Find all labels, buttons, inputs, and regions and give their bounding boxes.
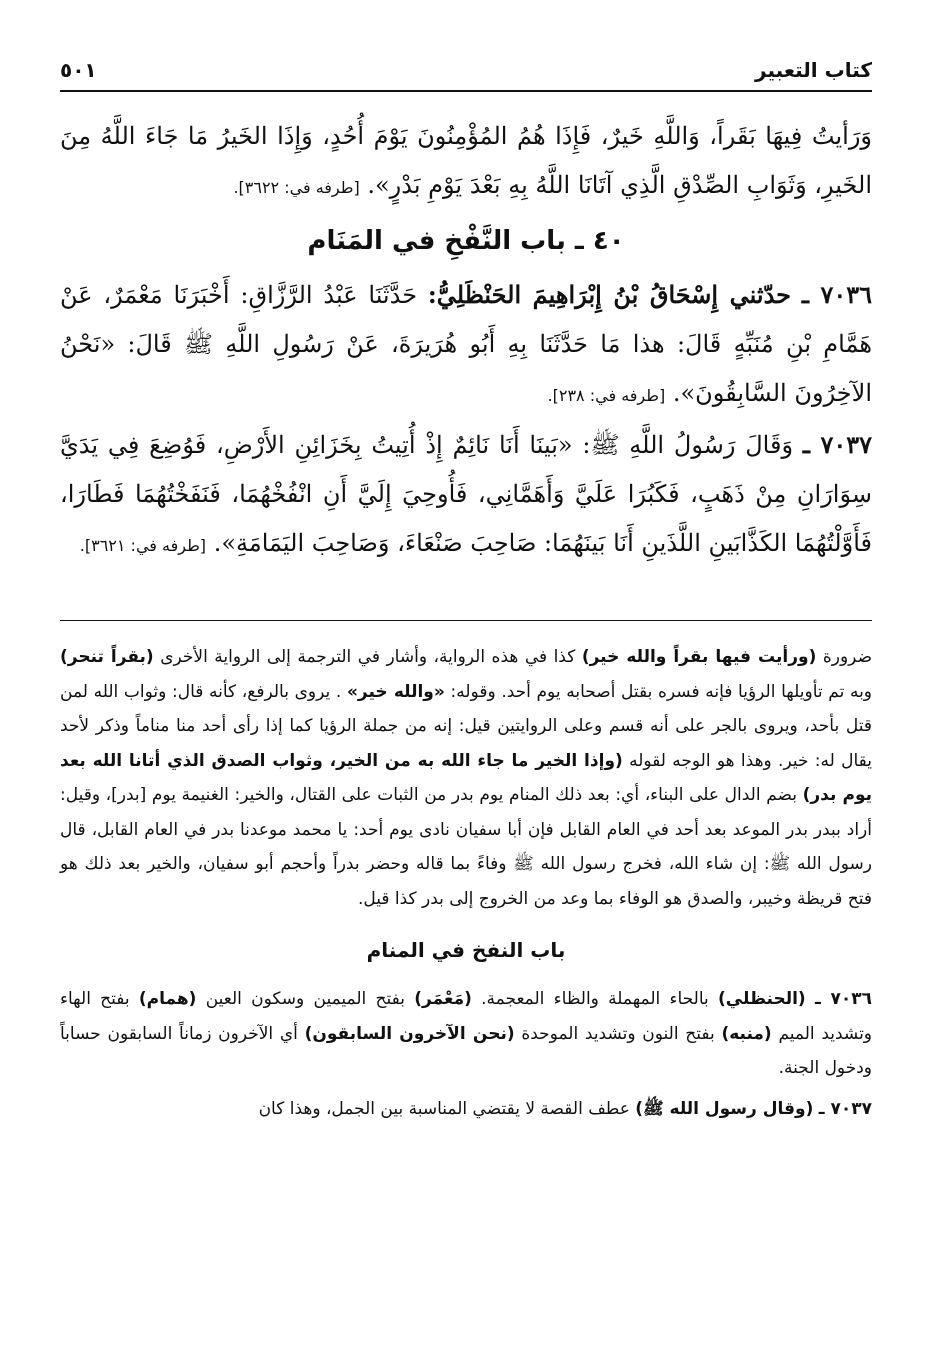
page-header — [60, 50, 872, 92]
commentary-number: ٧٠٣٦ ـ — [814, 989, 873, 1009]
commentary-quote: «والله خير» — [346, 681, 445, 702]
commentary-paragraph-1 — [60, 640, 872, 916]
hadith-text — [60, 112, 872, 570]
commentary-quote: (همام) — [138, 989, 197, 1009]
commentary-paragraph-3 — [60, 1092, 872, 1127]
commentary-text: عطف القصة لا يقتضي المناسبة بين الجمل، وهذا كان — [258, 1098, 630, 1119]
commentary-quote: (وإذا الخير ما جاء الله به من الخير، وثواب الصدق الذي أتانا الله بعد يوم بدر) — [60, 750, 873, 805]
hadith-number: ٧٠٣٧ ـ — [802, 430, 872, 459]
commentary-text: وبه تم تأويلها الرؤيا فإنه فسره بقتل أصحابه يوم أحد. وقوله: — [450, 681, 873, 702]
intro-paragraph — [60, 112, 872, 212]
commentary-quote: (بقراً تنحر) — [60, 647, 154, 667]
commentary-quote: (مَعْمَر) — [414, 989, 472, 1009]
hadith-body: وَقَالَ رَسُولُ اللَّهِ ﷺ: «بَينَا أَنَا نَائِمٌ إِذْ أُتِيتُ بِخَزَائِنِ الأَرْضِ، فَوُضِعَ فِي يَدَيَّ سِوَارَانِ مِنْ ذَهَبٍ، فَكَبُرَا عَلَيَّ وَأَهَمَّانِي، فَأُوحِيَ إِلَيَّ أَنِ انْفُخْهُمَا، فَنَفَخْتُهُمَا فَطَارَا، فَأَوَّلْتُهُمَا الكَذَّابَينِ اللَّذَينِ أَنَا بَينَهُمَا: صَاحِبَ صَنْعَاءَ، وَصَاحِبَ اليَمَامَةِ». — [60, 431, 872, 557]
commentary-text: بفتح النون وتشديد الموحدة — [521, 1023, 715, 1044]
intro-text: وَرَأيتُ فِيهَا بَقَراً، وَاللَّهِ خَيرٌ، فَإِذَا هُمُ المُؤْمِنُونَ يَوْمَ أُحُدٍ، وَإِذَا الخَيرُ مَا جَاءَ اللَّهُ مِنَ الخَيرِ، وَثَوَابِ الصِّدْقِ الَّذِي آتَانَا اللَّهُ بِهِ بَعْدَ يَوْمِ بَدْرٍ». — [60, 122, 872, 199]
commentary-text: بفتح الميمين وسكون العين — [205, 989, 405, 1009]
hadith-7036 — [60, 270, 872, 420]
commentary-quote: (الحنظلي) — [718, 989, 806, 1009]
commentary-text: ضرورة — [822, 647, 872, 667]
commentary-quote: (وقال رسول الله ﷺ) — [635, 1098, 814, 1119]
commentary-text: أي الآخرون زماناً السابقون حساباً ودخول الجنة. — [60, 1023, 872, 1078]
intro-reference: [طرفه في: ٣٦٢٢]. — [233, 178, 360, 197]
hadith-7037 — [60, 420, 872, 570]
commentary-text: . يروى بالرفع، كأنه قال: وثواب الله لمن قتل بأحد، ويروى بالجر على أنه قسم وعلى الروايتين قيل: إنه من جملة الرؤيا كما إذا رأى أحد منا مناماً وذكر لأحد يقال له: خير. وهذا هو الوجه لقوله — [60, 681, 872, 771]
book-title: كتاب التعبير — [755, 58, 872, 82]
commentary-number: ٧٠٣٧ ـ — [818, 1098, 872, 1119]
commentary-quote: (نحن الآخرون السابقون) — [304, 1023, 515, 1044]
hadith-number: ٧٠٣٦ ـ — [801, 280, 872, 309]
commentary-quote: (منبه) — [721, 1023, 772, 1044]
commentary-paragraph-2 — [60, 982, 872, 1086]
commentary-quote: (ورأيت فيها بقراً والله خير) — [581, 647, 817, 667]
hadith-sanad: حدّثني إِسْحَاقُ بْنُ إِبْرَاهِيمَ الحَنْظَلِيُّ: — [427, 280, 791, 309]
chapter-heading: ٤٠ ـ باب النَّفْخِ في المَنَام — [307, 226, 625, 256]
commentary-text: بضم الدال على البناء، أي: بعد ذلك المنام يوم بدر من الثبات على القتال، والخير: الغنيمة يوم [بدر]، وقيل: أراد ببدر بدر الموعد بعد أحد في العام القابل فإن أبا سفيان نادى يوم أحد: يا محمد موعدنا بدر في العام القابل، قال رسول الله ﷺ: إن شاء الله، فخرج رسول الله ﷺ وفاءً بما قاله وحضر بدراً وأحجم أبو سفيان، والخير بعد ذلك هو فتح قريظة وخيبر، والصدق هو الوفاء بما وعد من الخروج إلى بدر كذا قيل. — [60, 785, 872, 909]
commentary — [60, 640, 872, 1126]
footnote-divider — [60, 620, 872, 621]
commentary-text: بالحاء المهملة والظاء المعجمة. — [481, 989, 709, 1009]
commentary-heading: باب النفخ في المنام — [366, 938, 566, 962]
hadith-reference: [طرفه في: ٢٣٨]. — [547, 386, 666, 405]
page-number: ٥٠١ — [60, 58, 97, 82]
commentary-text: كذا في هذه الرواية، وأشار في الترجمة إلى الرواية الأخرى — [160, 647, 576, 667]
hadith-reference: [طرفه في: ٣٦٢١]. — [79, 536, 207, 555]
commentary-text: بفتح الهاء وتشديد الميم — [60, 989, 873, 1044]
hadith-body: حَدَّثَنَا عَبْدُ الرَّزَّاقِ: أَخْبَرَنَا مَعْمَرٌ، عَنْ هَمَّامِ بْنِ مُنَبِّهٍ قَالَ: هذا مَا حَدَّثَنَا بِهِ أَبُو هُرَيرَةَ، عَنْ رَسُولِ اللَّهِ ﷺ قَالَ: «نَحْنُ الآخِرُونَ السَّابِقُونَ». — [60, 281, 872, 407]
